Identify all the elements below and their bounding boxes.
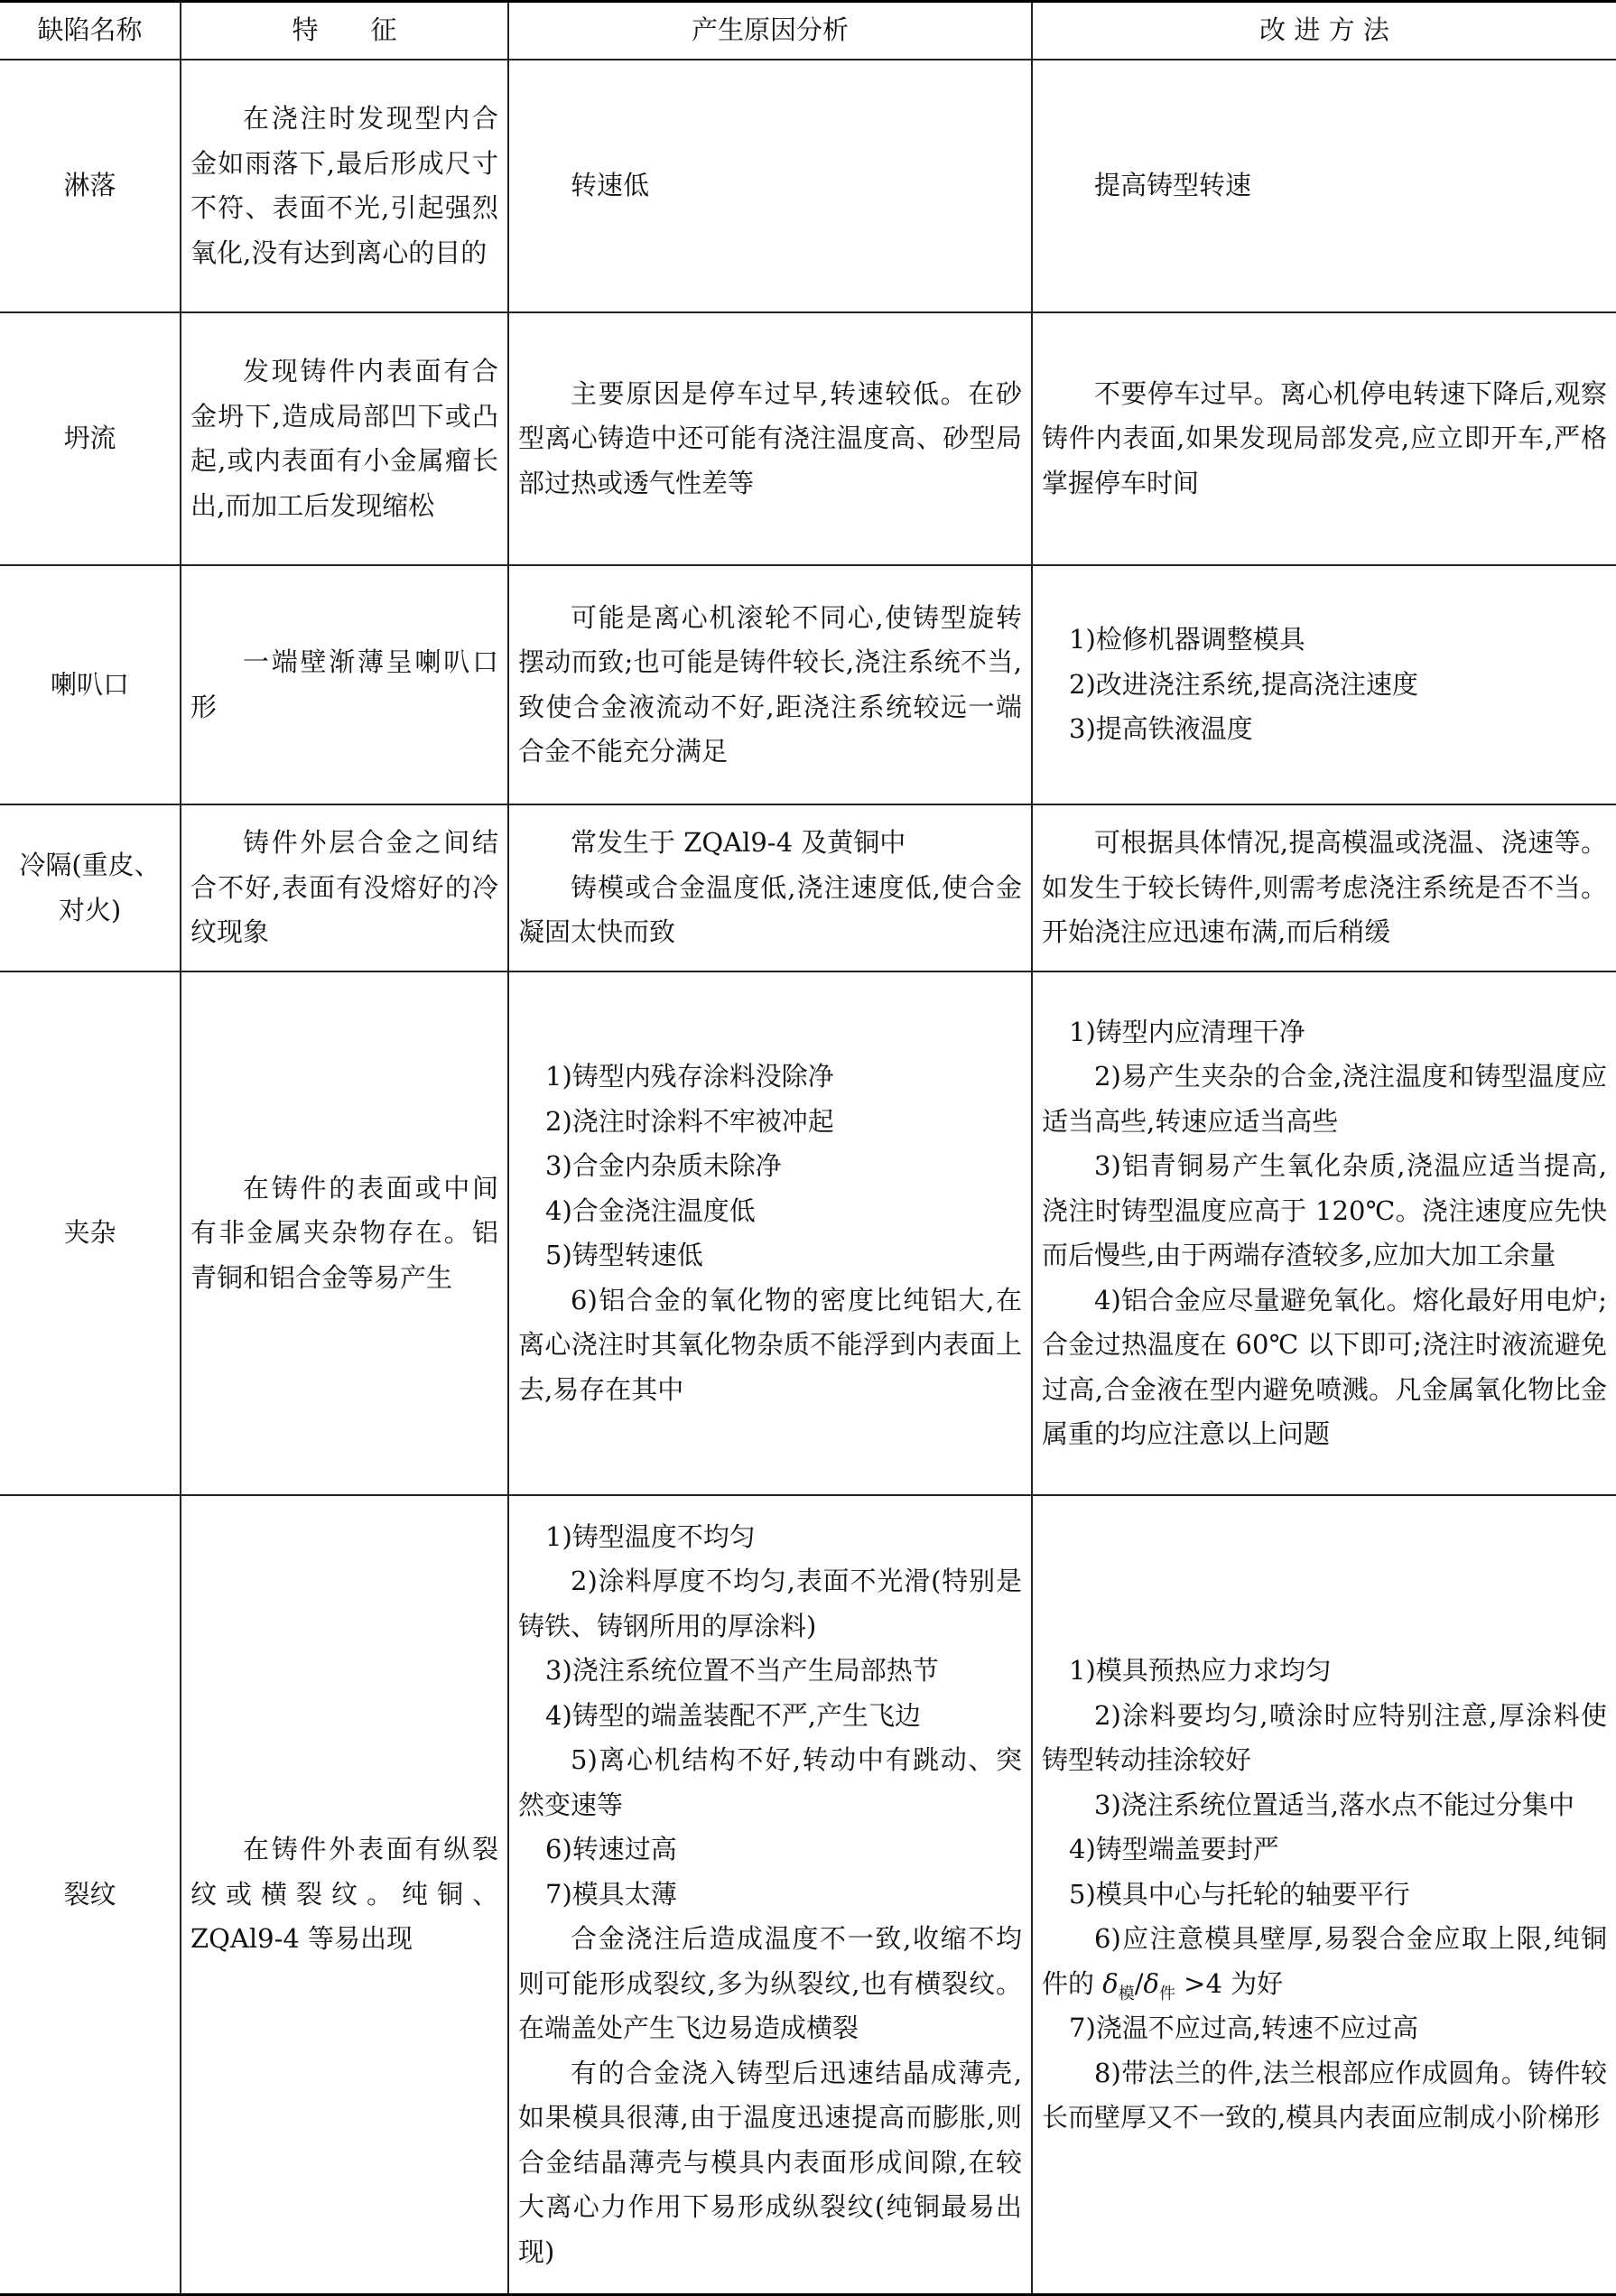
feature-text: 铸件外层合金之间结合不好,表面有没熔好的冷纹现象 bbox=[190, 827, 498, 948]
remedy-cell bbox=[1032, 804, 1616, 971]
remedy-item: 4)铝合金应尽量避免氧化。熔化最好用电炉;合金过热温度在 60℃ 以下即可;浇注时液流避免过高,合金液在型内避免喷溅。凡金属氧化物比金属重的均应注意以上问题 bbox=[1042, 1284, 1607, 1449]
defect-name-cell: 裂纹 bbox=[0, 1495, 181, 2294]
defect-name-cell: 喇叭口 bbox=[0, 565, 181, 804]
cause-cell bbox=[508, 804, 1032, 971]
cause-cell bbox=[508, 565, 1032, 804]
remedy-item: 8)带法兰的件,法兰根部应作成圆角。铸件较长而壁厚又不一致的,模具内表面应制成小阶梯形 bbox=[1042, 2057, 1607, 2133]
table-row bbox=[0, 312, 1616, 565]
formula-before: 6)应注意模具壁厚,易裂合金应取上限,纯铜件的 bbox=[1042, 1923, 1607, 1999]
header-cause: 产生原因分析 bbox=[508, 2, 1032, 60]
header-feature: 特 征 bbox=[181, 2, 508, 60]
remedy-item: 4)铸型端盖要封严 bbox=[1069, 1834, 1279, 1864]
feature-cell bbox=[181, 565, 508, 804]
table-row bbox=[0, 60, 1616, 312]
cause-item: 5)离心机结构不好,转动中有跳动、突然变速等 bbox=[518, 1744, 1022, 1820]
cause-item: 6)铝合金的氧化物的密度比纯铝大,在离心浇注时其氧化物杂质不能浮到内表面上去,易存在其中 bbox=[518, 1284, 1022, 1405]
remedy-item: 3)提高铁液温度 bbox=[1069, 713, 1253, 745]
remedy-item: 3)浇注系统位置适当,落水点不能过分集中 bbox=[1094, 1789, 1574, 1820]
remedy-item: 7)浇温不应过高,转速不应过高 bbox=[1069, 2012, 1418, 2043]
cause-item: 2)浇注时涂料不牢被冲起 bbox=[545, 1105, 834, 1137]
subscript-mold: 模 bbox=[1118, 1984, 1135, 2003]
feature-cell bbox=[181, 1495, 508, 2294]
remedy-text: 可根据具体情况,提高模温或浇温、浇速等。如发生于较长铸件,则需考虑浇注系统是否不当。开始浇注应迅速布满,而后稍缓 bbox=[1042, 827, 1607, 948]
remedy-item: 5)模具中心与托轮的轴要平行 bbox=[1069, 1878, 1410, 1910]
defect-name-cell: 冷隔(重皮、对火) bbox=[0, 804, 181, 971]
defect-name-cell: 坍流 bbox=[0, 312, 181, 565]
header-defect-name: 缺陷名称 bbox=[0, 2, 181, 60]
cause-item: 6)转速过高 bbox=[545, 1834, 677, 1864]
subscript-part: 件 bbox=[1158, 1984, 1175, 2003]
remedy-item: 2)易产生夹杂的合金,浇注温度和铸型温度应适当高些,转速应适当高些 bbox=[1042, 1061, 1607, 1137]
table-header-row bbox=[0, 2, 1616, 60]
feature-text: 在铸件外表面有纵裂纹或横裂纹。纯铜、ZQAl9-4 等易出现 bbox=[190, 1834, 498, 1954]
remedy-cell bbox=[1032, 1495, 1616, 2294]
remedy-text: 提高铸型转速 bbox=[1094, 170, 1252, 201]
feature-cell bbox=[181, 804, 508, 971]
feature-cell bbox=[181, 312, 508, 565]
table-row bbox=[0, 1495, 1616, 2294]
remedy-item-formula bbox=[1042, 1917, 1607, 2006]
cause-cell bbox=[508, 60, 1032, 312]
cause-item: 4)合金浇注温度低 bbox=[545, 1194, 756, 1226]
cause-item: 3)合金内杂质未除净 bbox=[545, 1150, 782, 1181]
delta-symbol: δ bbox=[1143, 1967, 1159, 1999]
delta-symbol: δ bbox=[1102, 1967, 1119, 1999]
remedy-item: 1)模具预热应力求均匀 bbox=[1069, 1655, 1332, 1686]
cause-item: 有的合金浇入铸型后迅速结晶成薄壳,如果模具很薄,由于温度迅速提高而膨胀,则合金结晶薄壳与模具内表面形成间隙,在较大离心力作用下易形成纵裂纹(纯铜最易出现) bbox=[518, 2057, 1022, 2267]
cause-text: 主要原因是停车过早,转速较低。在砂型离心铸造中还可能有浇注温度高、砂型局部过热或透气性差等 bbox=[518, 377, 1022, 498]
cause-text: 铸模或合金温度低,浇注速度低,使合金凝固太快而致 bbox=[518, 871, 1022, 948]
cause-item: 3)浇注系统位置不当产生局部热节 bbox=[545, 1655, 939, 1686]
feature-cell bbox=[181, 971, 508, 1495]
remedy-item: 2)改进浇注系统,提高浇注速度 bbox=[1069, 668, 1418, 700]
table-row bbox=[0, 804, 1616, 971]
remedy-item: 1)铸型内应清理干净 bbox=[1069, 1016, 1305, 1047]
cause-cell bbox=[508, 971, 1032, 1495]
cause-cell bbox=[508, 1495, 1032, 2294]
table-row bbox=[0, 971, 1616, 1495]
remedy-cell bbox=[1032, 60, 1616, 312]
cause-cell bbox=[508, 312, 1032, 565]
cause-item: 7)模具太薄 bbox=[545, 1878, 677, 1910]
cause-item: 2)涂料厚度不均匀,表面不光滑(特别是铸铁、铸钢所用的厚涂料) bbox=[518, 1566, 1022, 1641]
cause-item: 1)铸型内残存涂料没除净 bbox=[545, 1061, 834, 1092]
feature-text: 发现铸件内表面有合金坍下,造成局部凹下或凸起,或内表面有小金属瘤长出,而加工后发现缩松 bbox=[190, 356, 498, 521]
remedy-item: 3)铝青铜易产生氧化杂质,浇温应适当提高,浇注时铸型温度应高于 120℃。浇注速度应先快而后慢些,由于两端存渣较多,应加大加工余量 bbox=[1042, 1150, 1607, 1270]
cause-text: 转速低 bbox=[571, 170, 650, 201]
table-row bbox=[0, 565, 1616, 804]
cause-item: 5)铸型转速低 bbox=[545, 1240, 703, 1270]
cause-item: 合金浇注后造成温度不一致,收缩不均则可能形成裂纹,多为纵裂纹,也有横裂纹。在端盖处产生飞边易造成横裂 bbox=[518, 1923, 1022, 2043]
cause-text: 常发生于 ZQAl9-4 及黄铜中 bbox=[571, 827, 906, 859]
defect-name-cell: 淋落 bbox=[0, 60, 181, 312]
remedy-cell bbox=[1032, 971, 1616, 1495]
remedy-cell bbox=[1032, 312, 1616, 565]
slash: / bbox=[1134, 1967, 1144, 1999]
feature-text: 一端壁渐薄呈喇叭口形 bbox=[190, 646, 498, 722]
remedy-item: 2)涂料要均匀,喷涂时应特别注意,厚涂料使铸型转动挂涂较好 bbox=[1042, 1699, 1607, 1775]
remedy-cell bbox=[1032, 565, 1616, 804]
cause-item: 4)铸型的端盖装配不严,产生飞边 bbox=[545, 1699, 921, 1731]
defect-name-cell: 夹杂 bbox=[0, 971, 181, 1495]
cause-text: 可能是离心机滚轮不同心,使铸型旋转摆动而致;也可能是铸件较长,浇注系统不当,致使合金液流动不好,距浇注系统较远一端合金不能充分满足 bbox=[518, 601, 1022, 767]
formula-after: >4 为好 bbox=[1175, 1967, 1284, 1999]
feature-text: 在浇注时发现型内合金如雨落下,最后形成尺寸不符、表面不光,引起强烈氧化,没有达到离心的目的 bbox=[190, 103, 498, 268]
cause-item: 1)铸型温度不均匀 bbox=[545, 1520, 756, 1552]
feature-cell bbox=[181, 60, 508, 312]
header-remedy: 改 进 方 法 bbox=[1032, 2, 1616, 60]
remedy-item: 1)检修机器调整模具 bbox=[1069, 624, 1305, 655]
feature-text: 在铸件的表面或中间有非金属夹杂物存在。铝青铜和铝合金等易产生 bbox=[190, 1172, 498, 1293]
remedy-text: 不要停车过早。离心机停电转速下降后,观察铸件内表面,如果发现局部发亮,应立即开车,严格掌握停车时间 bbox=[1042, 377, 1607, 498]
